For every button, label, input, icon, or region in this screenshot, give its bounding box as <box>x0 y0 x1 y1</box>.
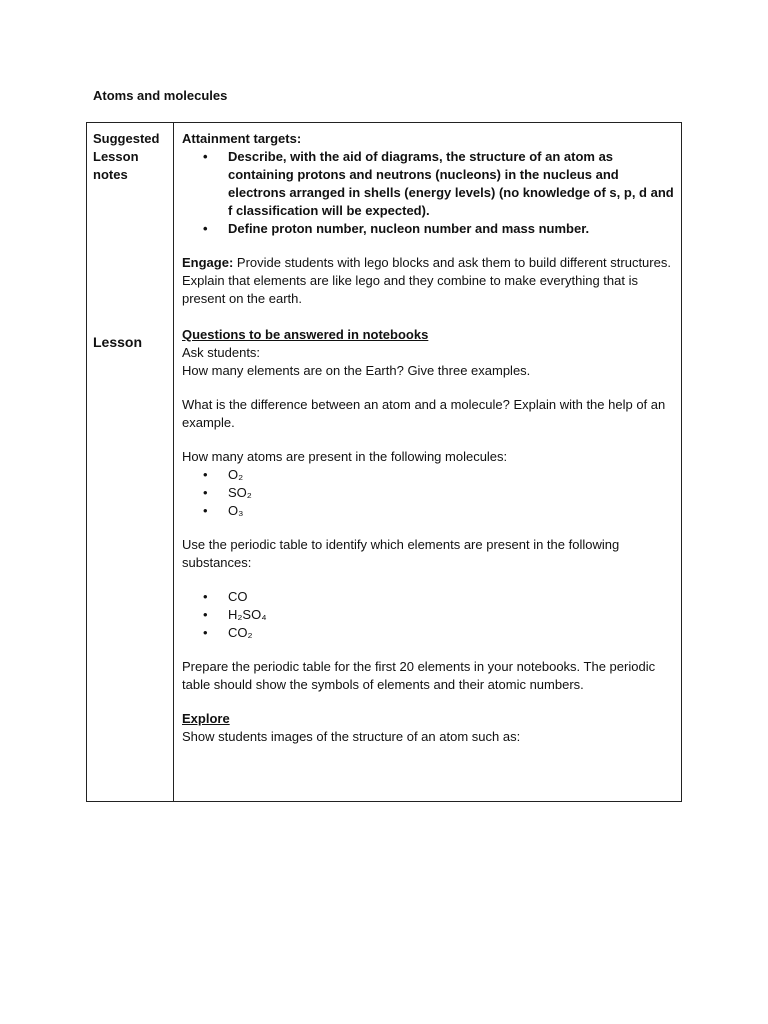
ask-students: Ask students: <box>182 345 261 360</box>
engage-label: Engage: <box>182 255 234 270</box>
molecule-item: • SO₂ <box>182 484 674 502</box>
lesson-label: Lesson <box>93 334 143 350</box>
explore-text: Show students images of the structure of an atom such as: <box>182 729 521 744</box>
attainment-item: • Describe, with the aid of diagrams, the structure of an atom as containing protons and neutrons (nucleons) in the nucleus and electrons arranged in shells (energy levels) (no knowledge of s, p, d and f classification will be expected). <box>182 148 674 220</box>
label-line: Lesson <box>93 149 139 164</box>
question-1: How many elements are on the Earth? Give three examples. <box>182 363 531 378</box>
right-column <box>182 130 674 746</box>
question-2: What is the difference between an atom and a molecule? Explain with the help of an example. <box>182 397 666 430</box>
engage-text: Provide students with lego blocks and ask them to build different structures. <box>233 255 671 270</box>
attainment-heading: Attainment targets: <box>182 131 302 146</box>
page-title: Atoms and molecules <box>93 88 228 103</box>
substance-item: • CO₂ <box>182 624 674 642</box>
explore-heading: Explore <box>182 711 230 726</box>
label-line: notes <box>93 167 128 182</box>
questions-heading: Questions to be answered in notebooks <box>182 327 429 342</box>
substance-item: • CO <box>182 588 674 606</box>
attainment-item: • Define proton number, nucleon number and mass number. <box>182 220 674 238</box>
left-column <box>87 123 174 801</box>
substance-item: • H₂SO₄ <box>182 606 674 624</box>
molecule-item: • O₂ <box>182 466 674 484</box>
molecule-list <box>182 466 674 520</box>
lesson-table <box>86 122 682 802</box>
question-5: Prepare the periodic table for the first 20 elements in your notebooks. The periodic table should show the symbols of elements and their atomic numbers. <box>182 659 656 692</box>
engage-paragraph <box>182 254 674 272</box>
molecule-item: • O₃ <box>182 502 674 520</box>
label-line: Suggested <box>93 131 160 146</box>
question-4: Use the periodic table to identify which elements are present in the following substances: <box>182 537 620 570</box>
engage-text-2: Explain that elements are like lego and they combine to make everything that is present on the earth. <box>182 273 638 306</box>
substance-list <box>182 588 674 642</box>
suggested-lesson-notes-label <box>93 130 169 184</box>
question-3: How many atoms are present in the following molecules: <box>182 449 508 464</box>
attainment-list <box>182 148 674 238</box>
